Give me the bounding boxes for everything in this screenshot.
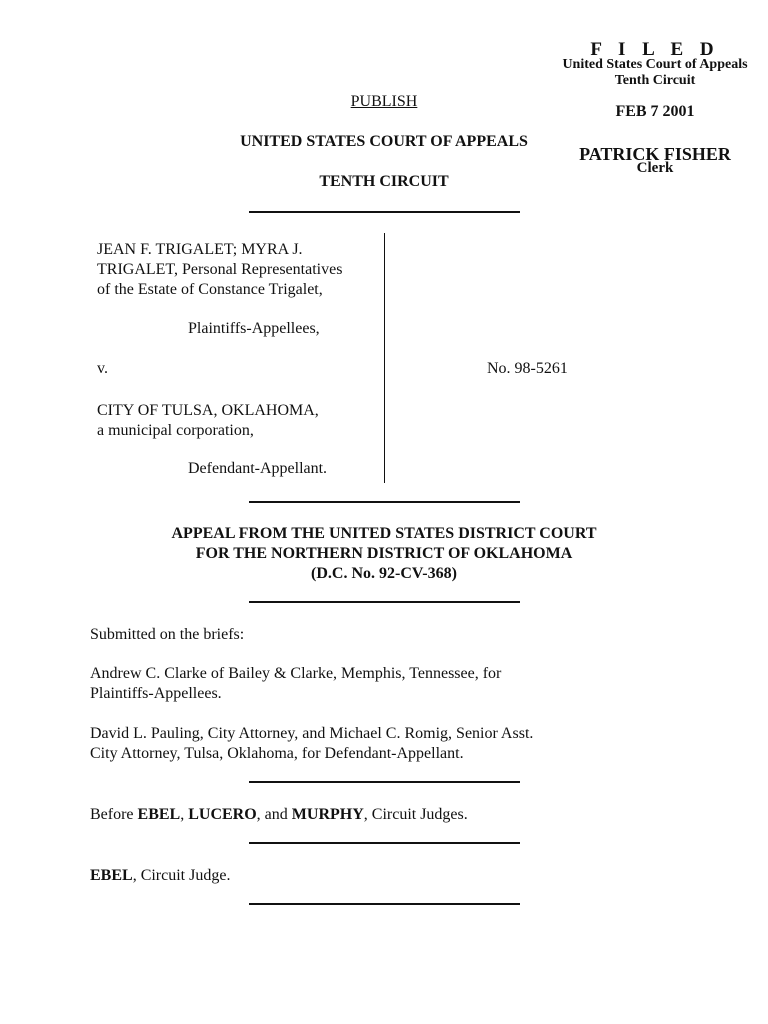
counsel-line: David L. Pauling, City Attorney, and Michael C. Romig, Senior Asst.	[90, 725, 534, 742]
judge-name: MURPHY	[291, 806, 364, 823]
filed-stamp-title: F I L E D	[590, 39, 720, 60]
judge-name: EBEL	[137, 806, 181, 823]
filed-stamp-court	[545, 57, 765, 89]
plaintiffs-line: TRIGALET, Personal Representatives	[97, 261, 343, 278]
appeal-line: FOR THE NORTHERN DISTRICT OF OKLAHOMA	[195, 545, 573, 562]
plaintiffs-line: of the Estate of Constance Trigalet,	[97, 281, 323, 298]
filed-stamp-clerk-title: Clerk	[636, 160, 674, 176]
counsel-line: City Attorney, Tulsa, Oklahoma, for Defendant-Appellant.	[90, 745, 464, 762]
panel-rule	[249, 842, 520, 844]
counsel-defendant	[90, 724, 690, 764]
header-rule	[249, 211, 520, 213]
caption-divider	[384, 233, 385, 483]
defendant-line: CITY OF TULSA, OKLAHOMA,	[97, 402, 319, 419]
filed-stamp-court-line: United States Court of Appeals	[562, 57, 748, 72]
appeal-rule	[249, 601, 520, 603]
defendant-line: a municipal corporation,	[97, 422, 254, 439]
panel-suffix: , Circuit Judges.	[363, 806, 468, 823]
appeal-line: APPEAL FROM THE UNITED STATES DISTRICT COURT	[171, 525, 597, 542]
court-name: UNITED STATES COURT OF APPEALS	[240, 133, 528, 150]
panel-separator: ,	[180, 806, 189, 823]
panel-line	[90, 805, 690, 825]
opinion-author-line	[90, 866, 690, 886]
appeal-heading	[120, 524, 648, 584]
filed-stamp-date: FEB 7 2001	[615, 103, 695, 120]
caption-rule	[249, 501, 520, 503]
panel-separator: , and	[256, 806, 292, 823]
plaintiffs-line: JEAN F. TRIGALET; MYRA J.	[97, 241, 303, 258]
filed-stamp-clerk-name: PATRICK FISHER	[579, 144, 731, 164]
panel-before: Before	[90, 806, 138, 823]
counsel-plaintiffs	[90, 664, 690, 704]
versus-label: v.	[97, 360, 108, 377]
author-name: EBEL	[90, 867, 133, 884]
publish-label: PUBLISH	[350, 93, 418, 110]
submitted-note: Submitted on the briefs:	[90, 626, 245, 643]
case-number: No. 98-5261	[487, 360, 568, 377]
author-rule	[249, 903, 520, 905]
plaintiffs-role: Plaintiffs-Appellees,	[188, 320, 320, 337]
appeal-docket: (D.C. No. 92-CV-368)	[311, 565, 457, 582]
defendant-role: Defendant-Appellant.	[188, 460, 328, 477]
filed-stamp-circuit-line: Tenth Circuit	[614, 73, 696, 88]
plaintiffs-caption	[97, 240, 377, 300]
defendant-caption	[97, 401, 377, 441]
author-suffix: , Circuit Judge.	[132, 867, 231, 884]
counsel-line: Plaintiffs-Appellees.	[90, 685, 222, 702]
circuit-name: TENTH CIRCUIT	[319, 173, 449, 190]
counsel-rule	[249, 781, 520, 783]
judge-name: LUCERO	[188, 806, 257, 823]
counsel-line: Andrew C. Clarke of Bailey & Clarke, Memphis, Tennessee, for	[90, 665, 502, 682]
